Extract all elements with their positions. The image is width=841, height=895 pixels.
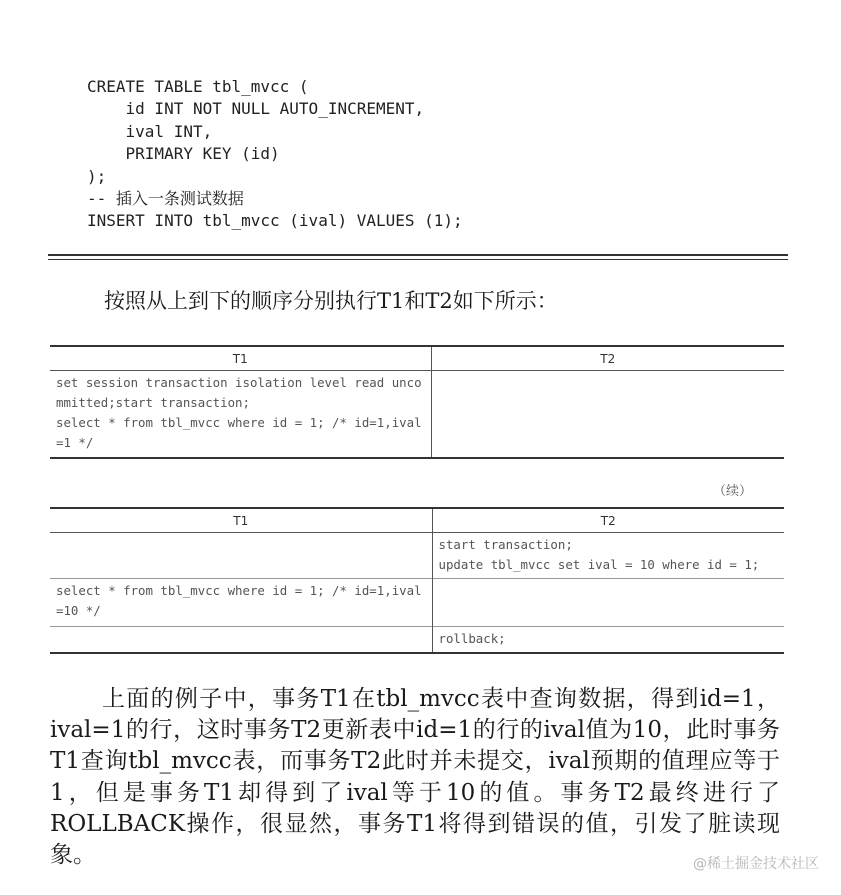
table-row: [50, 371, 784, 458]
code-line: -- 插入一条测试数据: [87, 189, 244, 209]
code-line: );: [87, 166, 107, 186]
intro-text: 按照从上到下的顺序分别执行T1和T2如下所示：: [104, 289, 558, 313]
table-row: [50, 579, 784, 627]
column-header-t2: T2: [432, 508, 784, 533]
table-cell-t2: [431, 371, 784, 458]
code-line: PRIMARY KEY (id): [87, 144, 280, 164]
table-cell-t1: [50, 627, 432, 654]
code-line: id INT NOT NULL AUTO_INCREMENT,: [87, 99, 425, 119]
column-header-t1: T1: [50, 508, 432, 533]
table-row: [50, 627, 784, 654]
watermark: @稀土掘金技术社区: [693, 856, 819, 872]
code-divider-thick: [48, 254, 788, 256]
code-line: CREATE TABLE tbl_mvcc (: [87, 77, 309, 96]
table-row: [50, 533, 784, 579]
table-cell-t2: start transaction; update tbl_mvcc set ival = 10 where id = 1;: [432, 533, 784, 579]
column-header-t2: T2: [431, 346, 784, 371]
code-divider-thin: [48, 259, 788, 260]
table-cell-t1: select * from tbl_mvcc where id = 1; /* id=1,ival=10 */: [50, 579, 432, 627]
column-header-t1: T1: [50, 346, 431, 371]
explanation-paragraph: 上面的例子中，事务T1在tbl_mvcc表中查询数据，得到id=1，ival=1的行，这时事务T2更新表中id=1的行的ival值为10，此时事务T1查询tbl_mvcc表，而事务T2此时并未提交，ival预期的值理应等于1，但是事务T1却得到了ival等于10的值。事务T2最终进行了ROLLBACK操作，很显然，事务T1将得到错误的值，引发了脏读现象。: [50, 686, 780, 869]
code-block: [87, 76, 463, 233]
continued-label: （续）: [712, 484, 752, 499]
table-cell-t1: set session transaction isolation level read uncommitted;start transaction; select * from tbl_mvcc where id = 1; /* id=1,ival=1 */: [56, 375, 422, 450]
table-cell-t2: rollback;: [432, 627, 784, 654]
code-line: INSERT INTO tbl_mvcc (ival) VALUES (1);: [87, 211, 463, 231]
table-cell-t1: [50, 533, 432, 579]
transaction-table-1: [50, 345, 784, 459]
table-cell-t2: [432, 579, 784, 627]
transaction-table-2: [50, 507, 784, 654]
code-line: ival INT,: [87, 121, 213, 141]
